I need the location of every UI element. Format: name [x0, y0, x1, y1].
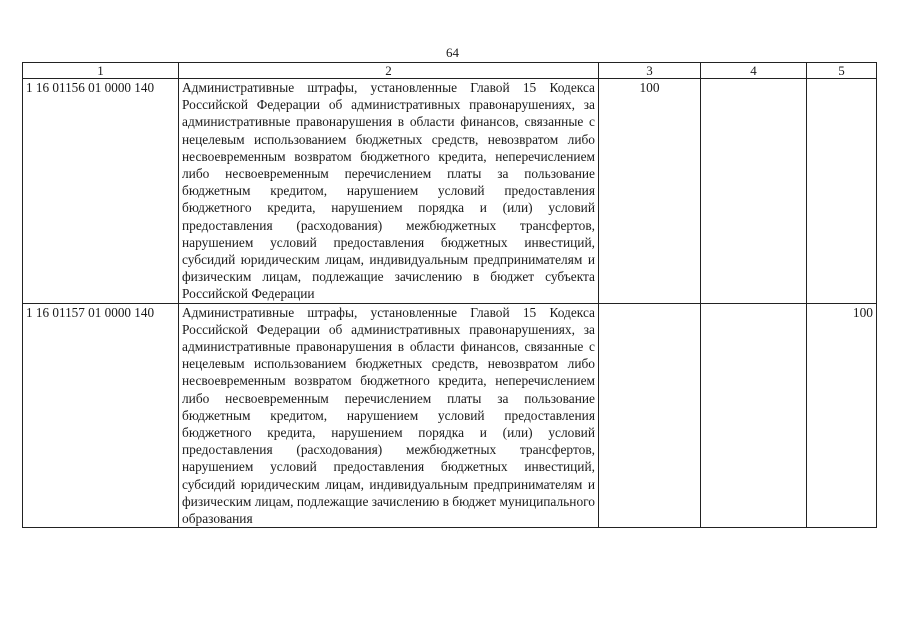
table-header-row [23, 63, 877, 79]
value-cell-col5 [807, 79, 877, 304]
value-cell-col3: 100 [599, 79, 701, 304]
column-header-2: 2 [179, 63, 599, 79]
budget-code-cell: 1 16 01157 01 0000 140 [23, 303, 179, 528]
description-cell: Административные штрафы, установленные Главой 15 Кодекса Российской Федерации об административных правонарушениях, за административные правонарушения в области финансов, связанные с нецелевым использованием бюджетных средств, невозвратом либо несвоевременным возвратом бюджетного кредита, неперечислением либо несвоевременным перечислением платы за пользование бюджетным кредитом, нарушением условий предоставления бюджетного кредита, нарушением порядка и (или) условий предоставления (расходования) межбюджетных трансфертов, нарушением условий предоставления бюджетных инвестиций, субсидий юридическим лицам, индивидуальным предпринимателям и физическим лицам, подлежащие зачислению в бюджет субъекта Российской Федерации [179, 79, 599, 304]
value-cell-col3 [599, 303, 701, 528]
table-row [23, 79, 877, 304]
value-cell-col4 [701, 303, 807, 528]
column-header-3: 3 [599, 63, 701, 79]
column-header-4: 4 [701, 63, 807, 79]
budget-revenue-table [22, 62, 877, 528]
table-row [23, 303, 877, 528]
value-cell-col4 [701, 79, 807, 304]
value-cell-col5: 100 [807, 303, 877, 528]
page-number: 64 [446, 45, 459, 60]
column-header-1: 1 [23, 63, 179, 79]
budget-code-cell: 1 16 01156 01 0000 140 [23, 79, 179, 304]
column-header-5: 5 [807, 63, 877, 79]
description-cell: Административные штрафы, установленные Главой 15 Кодекса Российской Федерации об административных правонарушениях, за административные правонарушения в области финансов, связанные с нецелевым использованием бюджетных средств, невозвратом либо несвоевременным возвратом бюджетного кредита, неперечислением либо несвоевременным перечислением платы за пользование бюджетным кредитом, нарушением условий предоставления бюджетного кредита, нарушением порядка и (или) условий предоставления (расходования) межбюджетных трансфертов, нарушением условий предоставления бюджетных инвестиций, субсидий юридическим лицам, индивидуальным предпринимателям и физическим лицам, подлежащие зачислению в бюджет муниципального образования [179, 303, 599, 528]
